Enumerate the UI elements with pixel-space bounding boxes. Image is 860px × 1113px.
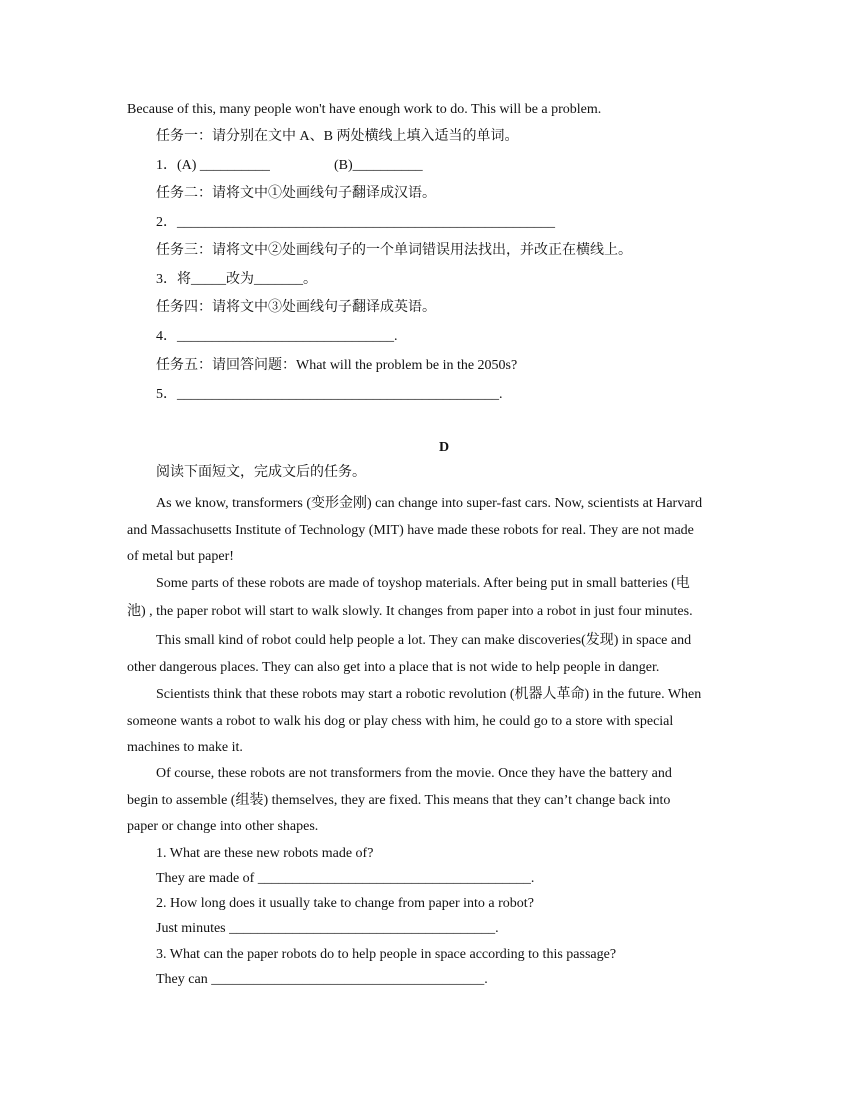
paragraph-3-line-1: This small kind of robot could help people a lot. They can make discoveries(发现) in space and: [156, 633, 692, 648]
answer-line-2: Just minutes ______________________________________.: [156, 921, 499, 936]
section-heading: D: [438, 440, 450, 455]
task-4: 任务四：请将文中③处画线句子翻译成英语。: [156, 300, 436, 315]
paragraph-1-line-1: As we know, transformers (变形金刚) can change into super-fast cars. Now, scientists at Harvard: [156, 496, 703, 511]
question-1: 1. What are these new robots made of?: [156, 846, 374, 861]
answer-line-1: They are made of _______________________________________.: [156, 871, 535, 886]
answer-5: 5．______________________________________________.: [156, 387, 503, 402]
paragraph-5-line-3: paper or change into other shapes.: [127, 819, 319, 834]
paragraph-1-line-2: and Massachusetts Institute of Technology (MIT) have made these robots for real. They are not made: [127, 523, 694, 538]
answer-1a: 1．(A) __________: [156, 158, 270, 173]
answer-2: 2．______________________________________________________: [156, 215, 555, 230]
task-5: 任务五：请回答问题：What will the problem be in the 2050s?: [156, 358, 518, 373]
paragraph-4-line-2: someone wants a robot to walk his dog or play chess with him, he could go to a store with special: [127, 714, 674, 729]
section-instruction: 阅读下面短文，完成文后的任务。: [156, 465, 366, 480]
task-1: 任务一：请分别在文中 A、B 两处横线上填入适当的单词。: [156, 129, 519, 144]
paragraph-2-line-1: Some parts of these robots are made of toyshop materials. After being put in small batteries (电: [156, 576, 690, 591]
paragraph-2-line-2: 池) , the paper robot will start to walk slowly. It changes from paper into a robot in just four minutes.: [127, 604, 693, 619]
answer-4: 4．_______________________________.: [156, 329, 398, 344]
intro-line: Because of this, many people won't have enough work to do. This will be a problem.: [127, 102, 602, 117]
question-3: 3. What can the paper robots do to help people in space according to this passage?: [156, 947, 617, 962]
paragraph-3-line-2: other dangerous places. They can also get into a place that is not wide to help people in danger.: [127, 660, 660, 675]
answer-1b: (B)__________: [334, 158, 423, 173]
paragraph-1-line-3: of metal but paper!: [127, 549, 234, 564]
paragraph-4-line-3: machines to make it.: [127, 740, 243, 755]
answer-line-3: They can _______________________________________.: [156, 972, 488, 987]
answer-3: 3．将_____改为_______。: [156, 272, 317, 287]
task-3: 任务三：请将文中②处画线句子的一个单词错误用法找出，并改正在横线上。: [156, 243, 632, 258]
paragraph-5-line-2: begin to assemble (组装) themselves, they are fixed. This means that they can’t change back into: [127, 793, 671, 808]
question-2: 2. How long does it usually take to change from paper into a robot?: [156, 896, 534, 911]
task-2: 任务二：请将文中①处画线句子翻译成汉语。: [156, 186, 436, 201]
paragraph-4-line-1: Scientists think that these robots may start a robotic revolution (机器人革命) in the future. When: [156, 687, 702, 702]
paragraph-5-line-1: Of course, these robots are not transformers from the movie. Once they have the battery and: [156, 766, 672, 781]
